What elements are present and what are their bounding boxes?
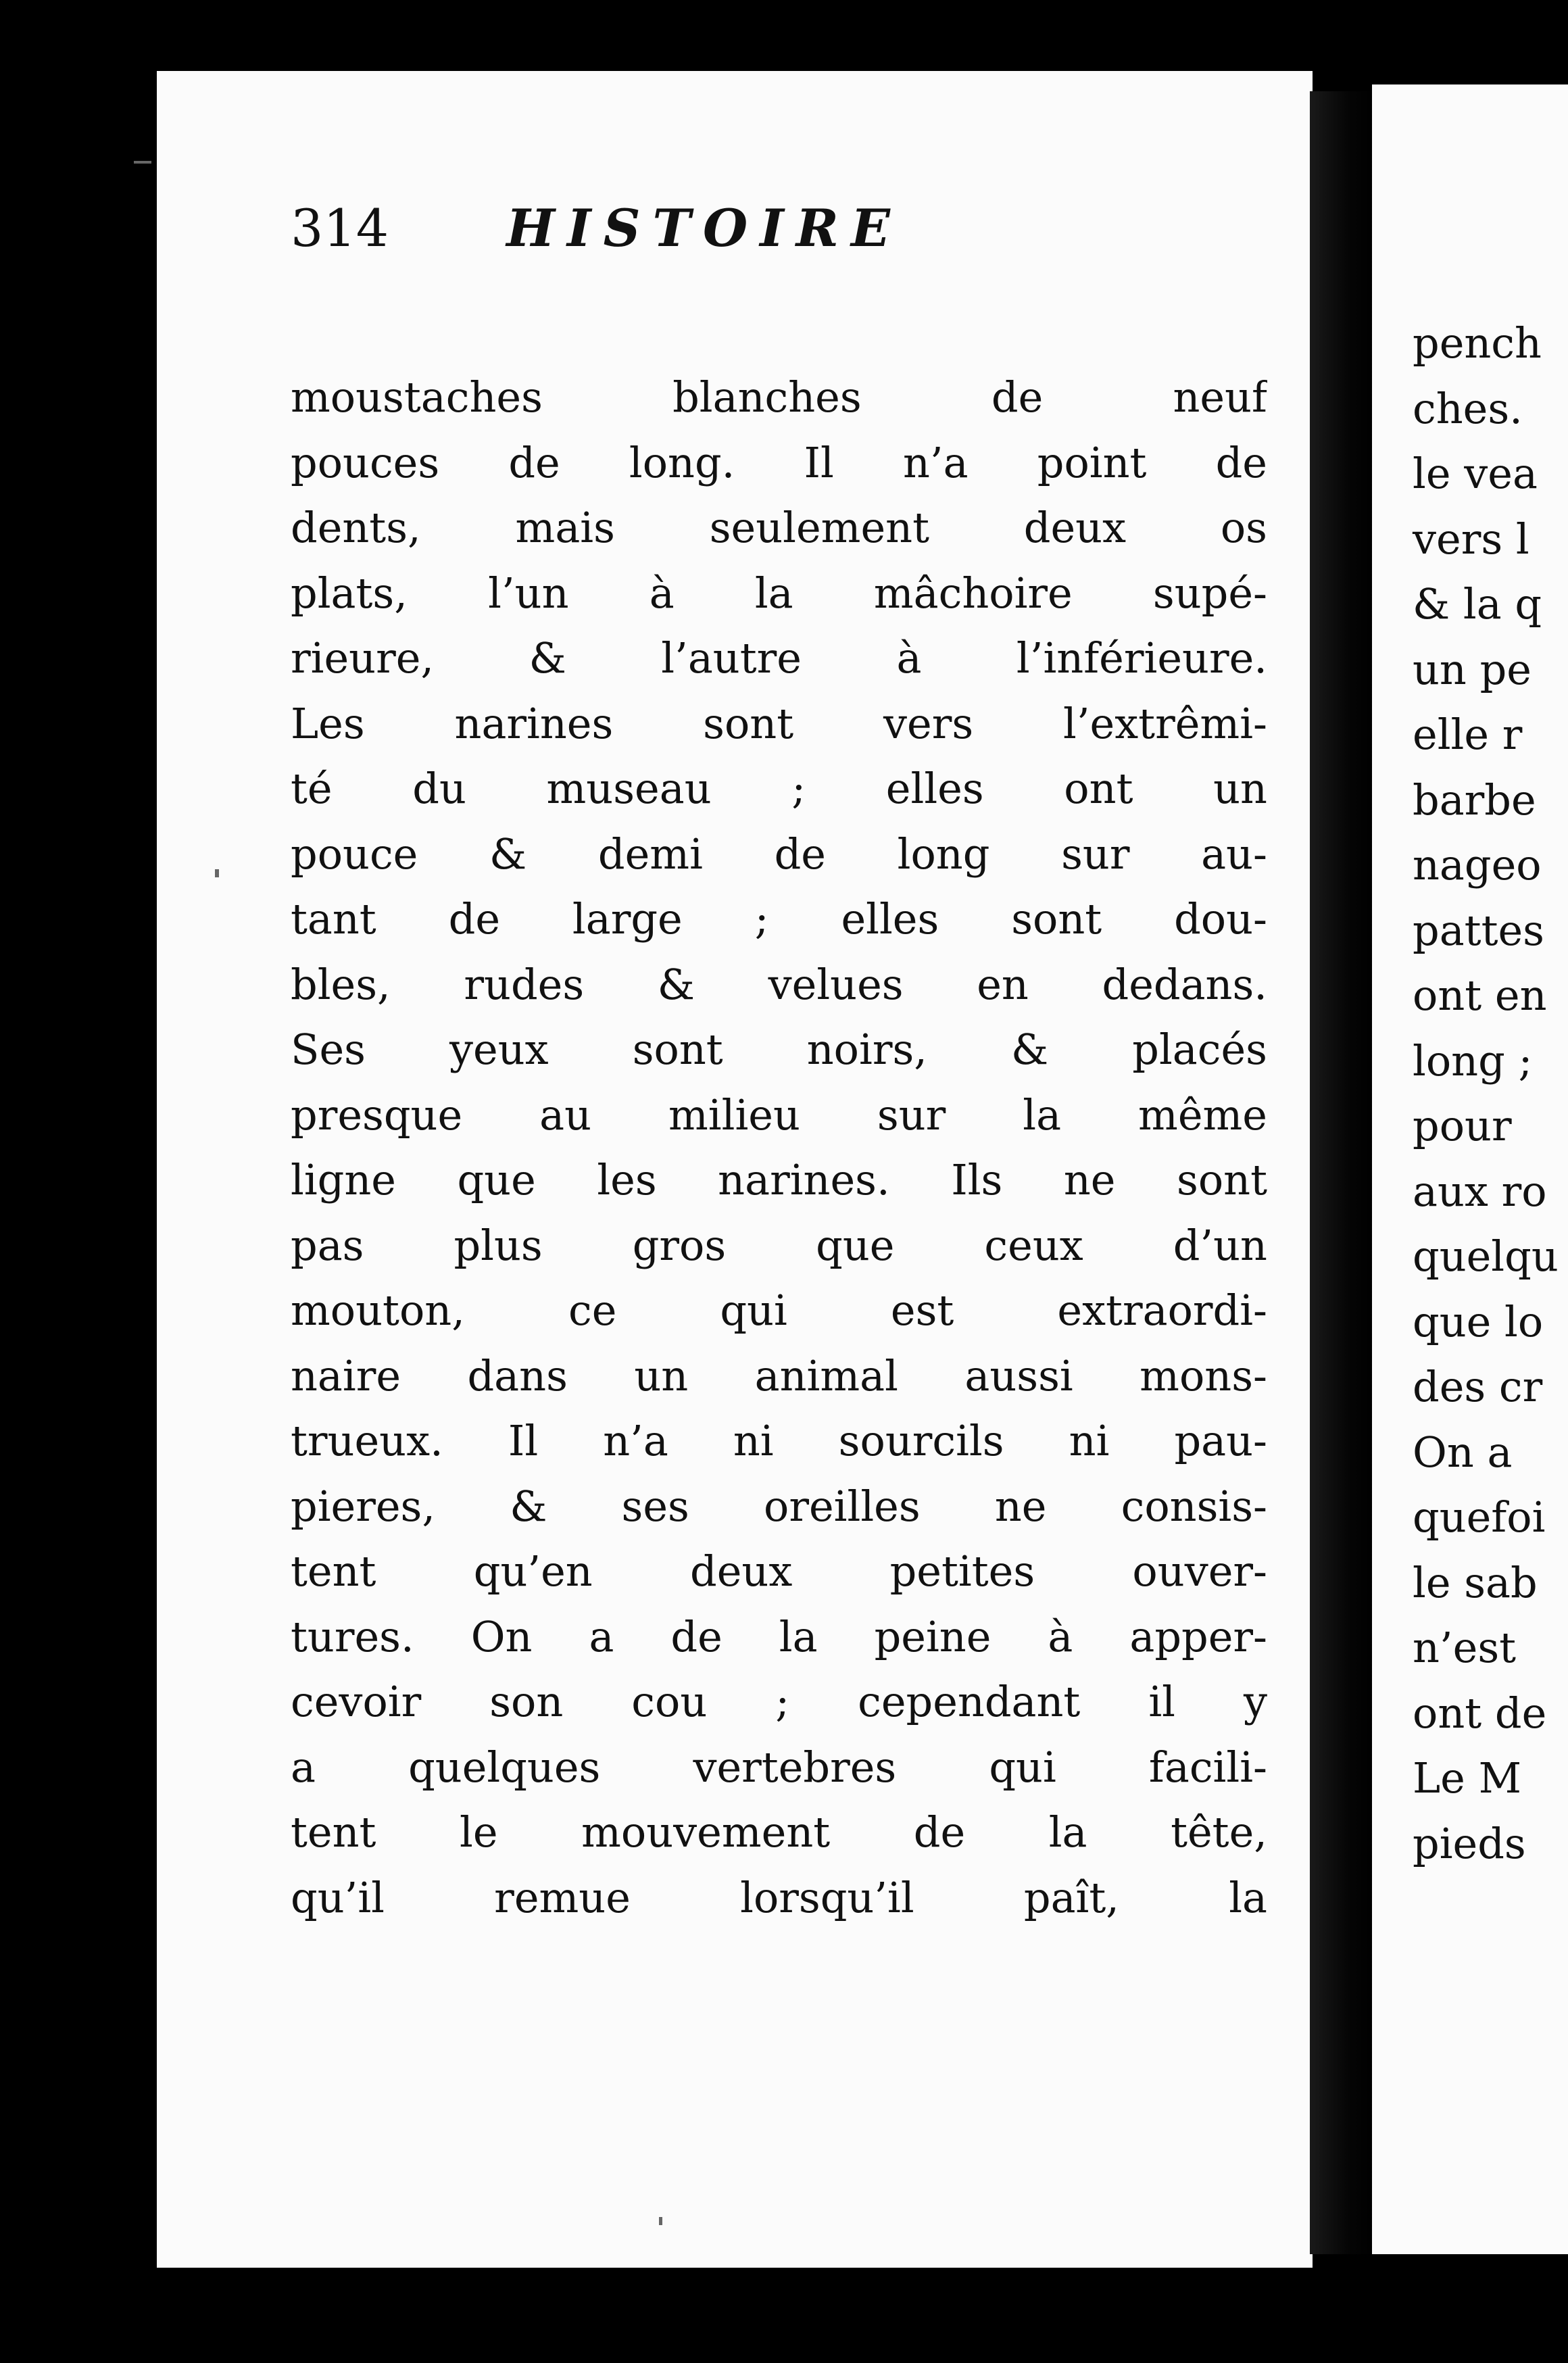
text-line: mouton, ce qui est extraordi- <box>291 1286 1267 1335</box>
text-line: tures. On a de la peine à apper- <box>291 1611 1267 1661</box>
text-line-fragment: ont de <box>1413 1688 1547 1738</box>
text-line: qu’il remue lorsqu’il paît, la <box>291 1872 1267 1922</box>
text-line-fragment: aux ro <box>1413 1166 1547 1216</box>
text-line-fragment: le vea <box>1413 449 1538 498</box>
text-line: presque au milieu sur la même <box>291 1090 1267 1140</box>
text-line: dents, mais seulement deux os <box>291 503 1267 552</box>
text-line: moustaches blanches de neuf <box>291 372 1267 422</box>
text-line-fragment: quelqu <box>1413 1232 1559 1281</box>
text-line-fragment: On a <box>1413 1427 1513 1477</box>
text-line: pas plus gros que ceux d’un <box>291 1220 1267 1270</box>
text-line: plats, l’un à la mâchoire supé- <box>291 568 1267 618</box>
text-line: Les narines sont vers l’extrêmi- <box>291 698 1267 748</box>
text-line: rieure, & l’autre à l’inférieure. <box>291 633 1267 683</box>
text-line: té du museau ; elles ont un <box>291 764 1267 813</box>
text-line-fragment: & la q <box>1413 579 1542 629</box>
text-line-fragment: n’est <box>1413 1623 1517 1672</box>
text-line: pouces de long. Il n’a point de <box>291 437 1267 487</box>
text-line: bles, rudes & velues en dedans. <box>291 959 1267 1009</box>
right-page-text-fragment <box>1413 311 1568 1876</box>
text-line-fragment: pench <box>1413 318 1542 368</box>
text-line: Ses yeux sont noirs, & placés <box>291 1025 1267 1074</box>
running-title: HISTOIRE <box>506 198 902 258</box>
text-line-fragment: ches. <box>1413 383 1523 433</box>
book-gutter <box>1310 91 1374 2254</box>
text-line: a quelques vertebres qui facili- <box>291 1742 1267 1792</box>
text-line-fragment: pattes <box>1413 905 1544 955</box>
left-page-text <box>291 365 1267 1930</box>
text-line-fragment: barbe <box>1413 775 1536 825</box>
scan-speck <box>215 869 219 877</box>
text-line-fragment: le sab <box>1413 1557 1538 1607</box>
text-line-fragment: quefoi <box>1413 1492 1546 1542</box>
text-line-fragment: vers l <box>1413 514 1529 564</box>
running-head <box>291 198 902 258</box>
page-number: 314 <box>291 198 389 258</box>
scan-speck <box>134 161 151 164</box>
text-line-fragment: un pe <box>1413 644 1532 694</box>
text-line-fragment: long ; <box>1413 1036 1533 1086</box>
text-line: trueux. Il n’a ni sourcils ni pau- <box>291 1416 1267 1465</box>
text-line-fragment: que lo <box>1413 1296 1544 1346</box>
text-line: naire dans un animal aussi mons- <box>291 1350 1267 1400</box>
text-line: cevoir son cou ; cependant il y <box>291 1677 1267 1726</box>
scan-speck <box>659 2217 662 2225</box>
text-line-fragment: pieds <box>1413 1818 1526 1868</box>
text-line-fragment: des cr <box>1413 1362 1543 1411</box>
text-line: tant de large ; elles sont dou- <box>291 894 1267 944</box>
text-line: tent qu’en deux petites ouver- <box>291 1546 1267 1596</box>
text-line-fragment: ont en <box>1413 971 1547 1020</box>
text-line: pieres, & ses oreilles ne consis- <box>291 1481 1267 1531</box>
text-line: pouce & demi de long sur au- <box>291 829 1267 879</box>
text-line-fragment: nageo <box>1413 840 1542 890</box>
text-line-fragment: pour <box>1413 1101 1512 1150</box>
text-line: tent le mouvement de la tête, <box>291 1807 1267 1857</box>
text-line: ligne que les narines. Ils ne sont <box>291 1155 1267 1204</box>
text-line-fragment: Le M <box>1413 1753 1522 1803</box>
text-line-fragment: elle r <box>1413 710 1523 759</box>
